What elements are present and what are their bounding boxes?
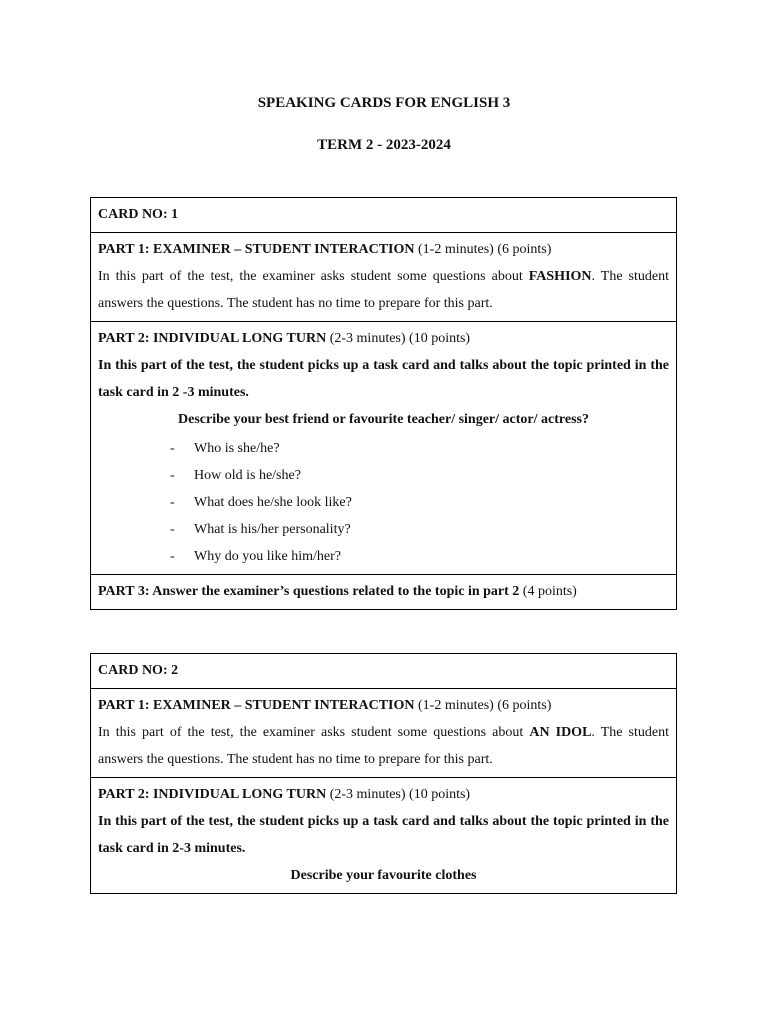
list-item: - Why do you like him/her? xyxy=(170,549,341,564)
list-item: - What does he/she look like? xyxy=(170,495,352,510)
part-2-meta: (2-3 minutes) (10 points) xyxy=(326,331,471,346)
part-2-meta: (2-3 minutes) (10 points) xyxy=(326,787,471,802)
question-text: Why do you like him/her? xyxy=(194,549,341,564)
question-list xyxy=(98,435,669,570)
part-2-section xyxy=(91,321,676,574)
part-1-heading xyxy=(98,692,669,719)
speaking-card-2 xyxy=(90,653,677,894)
part-1-text-end: . The student answers the questions. The student has no time to prepare for this part. xyxy=(98,725,669,767)
part-3-title: PART 3: Answer the examiner’s questions related to the topic in part 2 xyxy=(98,584,520,599)
part-3-meta: (4 points) xyxy=(519,584,577,599)
question-text: How old is he/she? xyxy=(194,468,301,483)
part-1-text: In this part of the test, the examiner asks student some questions about xyxy=(98,725,530,740)
part-2-heading xyxy=(98,781,669,808)
card-number: CARD NO: 1 xyxy=(98,207,179,222)
part-3-heading xyxy=(98,578,669,605)
question-text: What is his/her personality? xyxy=(194,522,351,537)
part-2-title: PART 2: INDIVIDUAL LONG TURN xyxy=(98,331,327,346)
part-1-section xyxy=(91,688,676,777)
part-1-meta: (1-2 minutes) (6 points) xyxy=(414,242,552,257)
part-1-section xyxy=(91,232,676,321)
part-1-meta: (1-2 minutes) (6 points) xyxy=(414,698,552,713)
part-1-topic: AN IDOL xyxy=(529,725,592,740)
part-2-instruction: In this part of the test, the student picks up a task card and talks about the topic printed in the task card in 2-3 minutes. xyxy=(98,814,669,856)
card-number: CARD NO: 2 xyxy=(98,663,179,678)
part-2-title: PART 2: INDIVIDUAL LONG TURN xyxy=(98,787,327,802)
part-2-instruction: In this part of the test, the student picks up a task card and talks about the topic printed in the task card in 2 -3 minutes. xyxy=(98,358,669,400)
part-1-topic: FASHION xyxy=(528,269,592,284)
question-text: Who is she/he? xyxy=(194,441,280,456)
part-2-topic: Describe your best friend or favourite teacher/ singer/ actor/ actress? xyxy=(178,412,589,427)
card-header xyxy=(91,198,676,232)
list-item: - Who is she/he? xyxy=(170,441,280,456)
part-1-title: PART 1: EXAMINER – STUDENT INTERACTION xyxy=(98,698,415,713)
document-title: SPEAKING CARDS FOR ENGLISH 3 xyxy=(257,95,511,111)
part-1-text: In this part of the test, the examiner asks student some questions about xyxy=(98,269,529,284)
list-item: - How old is he/she? xyxy=(170,468,301,483)
speaking-card-1 xyxy=(90,197,677,610)
part-1-description xyxy=(98,263,669,317)
document-subtitle: TERM 2 - 2023-2024 xyxy=(317,137,451,153)
part-1-text-end: . The student answers the questions. The student has no time to prepare for this part. xyxy=(98,269,669,311)
part-2-section xyxy=(91,777,676,893)
part-3-section xyxy=(91,574,676,609)
part-1-description xyxy=(98,719,669,773)
part-2-topic: Describe your favourite clothes xyxy=(290,868,477,883)
question-text: What does he/she look like? xyxy=(194,495,352,510)
part-1-title: PART 1: EXAMINER – STUDENT INTERACTION xyxy=(98,242,415,257)
part-2-heading xyxy=(98,325,669,352)
card-header xyxy=(91,654,676,688)
part-1-heading xyxy=(98,236,669,263)
list-item: - What is his/her personality? xyxy=(170,522,351,537)
